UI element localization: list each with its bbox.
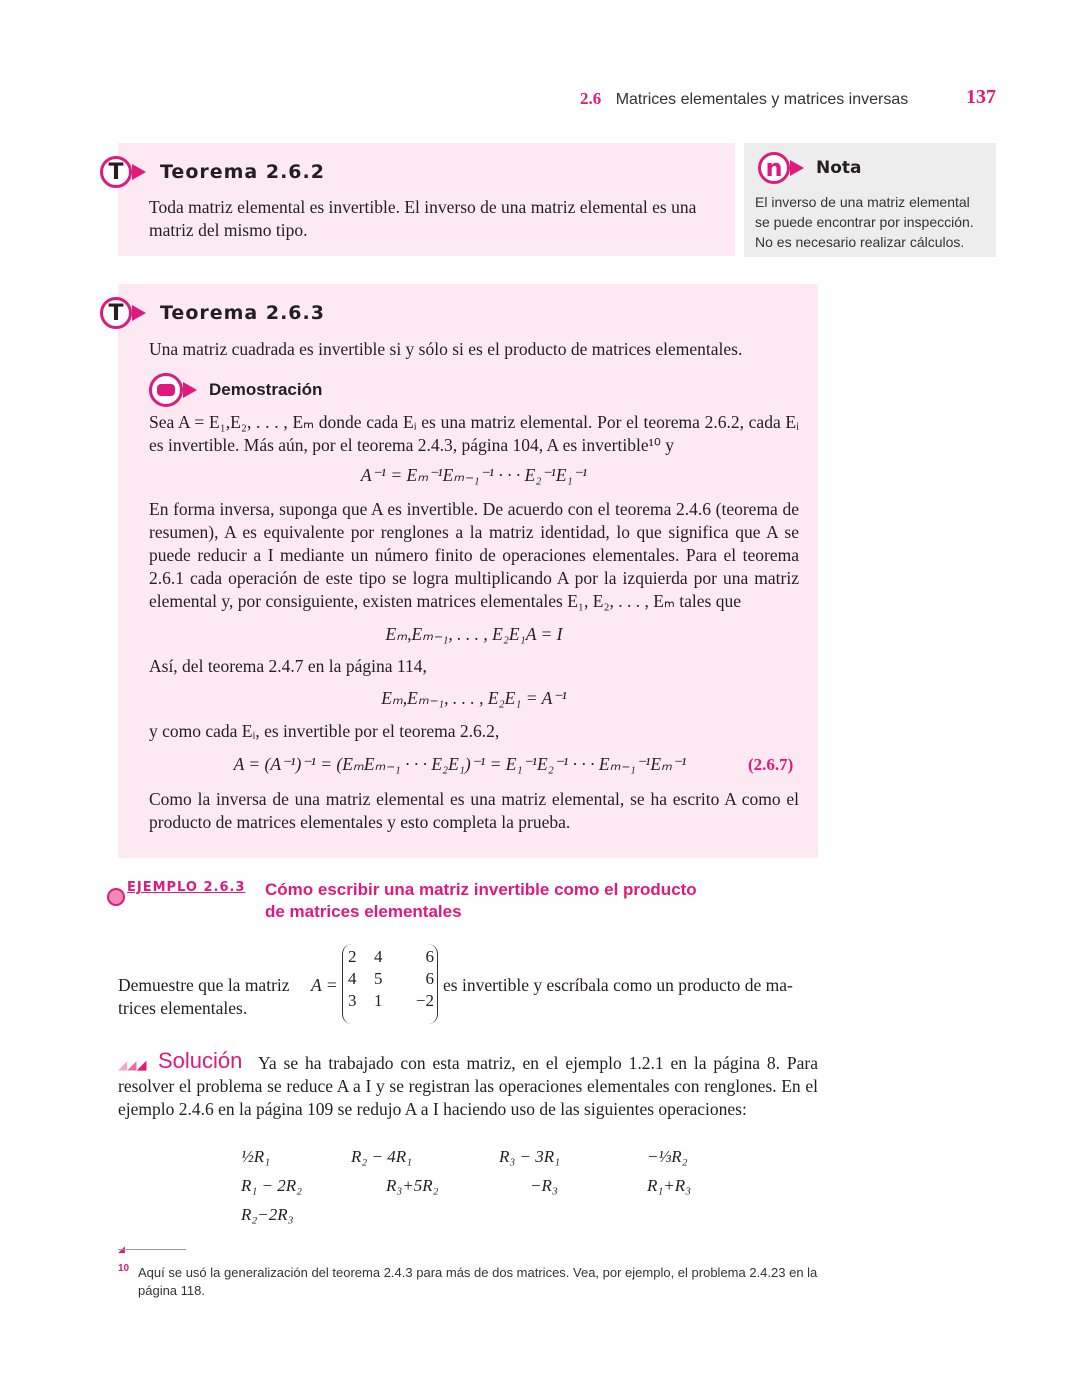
matrix-cell: 6 [425,947,434,966]
matrix-cell: 1 [374,991,383,1010]
section-title: Matrices elementales y matrices inversas [615,91,909,108]
matrix-cell: 5 [374,969,383,988]
triangle-icon [132,305,146,321]
operation: R₂ − 4R₁ [351,1147,413,1166]
equation-number: (2.6.7) [748,755,794,774]
example-bullet-icon [107,888,125,906]
matrix-cell: 3 [348,991,357,1010]
operation: R₂−2R₃ [241,1205,294,1224]
proof-paragraph-2: En forma inversa, suponga que A es invertible. De acuerdo con el teorema 2.4.6 (teorema de resumen), A es equivalente por renglones a la matriz identidad, lo que significa que A se puede reducir a I mediante un número finito de operaciones elementales. Para el teorema 2.6.1 cada operación de este tipo se logra multiplicando A por la izquierda por una matriz elemental y, por consiguiente, existen matrices elementales E₁, E₂, . . . , Eₘ tales que [149,499,799,611]
matrix-cell: −2 [415,991,434,1010]
section-number: 2.6 [580,89,602,108]
footnote-rule [118,1249,186,1250]
note-title: Nota [816,158,862,178]
theorem-title: Teorema 2.6.3 [160,302,325,324]
example-label: EJEMPLO 2.6.3 [127,880,246,895]
example-text-before-2: trices elementales. [118,998,248,1018]
theorem-statement: Toda matriz elemental es invertible. El inverso de una matriz elemental es una matriz del mismo tipo. [149,197,697,240]
operation: R₁+R₃ [647,1176,692,1195]
example-title [265,879,697,923]
example-title-line-2: de matrices elementales [265,902,462,921]
matrix-name: A = [311,975,338,995]
note-icon: n [758,152,790,184]
matrix-A [342,944,438,1024]
triangle-icon [132,164,146,180]
example-text-after: es invertible y escríbala como un producto de ma- [443,975,793,995]
operation: R₃ − 3R₁ [499,1147,561,1166]
triangle-icon [183,382,197,398]
proof-label: Demostración [209,380,323,399]
pointing-hand-icon [149,373,183,407]
operation: −⅓R₂ [647,1147,688,1166]
page-number: 137 [966,86,996,108]
theorem-icon: T [100,297,132,329]
theorem-title: Teorema 2.6.2 [160,161,325,183]
footnote-number: 10 [118,1263,130,1274]
equation-3: Eₘ,Eₘ₋₁, . . . , E₂E₁ = A⁻¹ [381,688,567,708]
solution-arrows-icon: ◢◢◢ [118,1057,147,1072]
example-title-line-1: Cómo escribir una matriz invertible como el producto [265,880,697,899]
proof-paragraph-5: Como la inversa de una matriz elemental es una matriz elemental, se ha escrito A como el producto de matrices elementales y esto completa la prueba. [149,789,799,832]
operation: ½R₁ [241,1147,271,1166]
example-text-before: Demuestre que la matriz [118,975,290,995]
equation-1: A⁻¹ = Eₘ⁻¹Eₘ₋₁⁻¹ · · · E₂⁻¹E₁⁻¹ [360,465,588,485]
theorem-header [100,156,325,188]
proof-header [149,373,322,407]
proof-paragraph-4: y como cada Eᵢ, es invertible por el teorema 2.6.2, [149,721,500,741]
equation-4: A = (A⁻¹)⁻¹ = (EₘEₘ₋₁ · · · E₂E₁)⁻¹ = E₁⁻¹E₂⁻¹ · · · Eₘ₋₁⁻¹Eₘ⁻¹ [233,754,687,774]
footnote-text: Aquí se usó la generalización del teorema 2.4.3 para más de dos matrices. Vea, por ejemplo, el problema 2.4.23 en la página 118. [138,1265,818,1298]
matrix-table [347,946,435,1012]
matrix-cell: 6 [425,969,434,988]
theorem-header [100,297,325,329]
matrix-cell: 4 [374,947,383,966]
operation: −R₃ [530,1176,558,1195]
theorem-icon: T [100,156,132,188]
running-header [580,89,908,109]
matrix-cell: 4 [348,969,357,988]
note-box [744,143,996,257]
proof-paragraph-3: Así, del teorema 2.4.7 en la página 114, [149,656,427,676]
proof-paragraph-1: Sea A = E₁,E₂, . . . , Eₘ donde cada Eᵢ es una matriz elemental. Por el teorema 2.6.2, cada Eᵢ es invertible. Más aún, por el teorema 2.4.3, página 104, A es invertible¹⁰ y [149,412,799,455]
solution-text: Ya se ha trabajado con esta matriz, en el ejemplo 1.2.1 en la página 8. Para resolver el problema se reduce A a I y se registran las operaciones elementales con renglones. En el ejemplo 2.4.6 en la página 109 se redujo A a I haciendo uso de las siguientes operaciones: [118,1053,818,1119]
theorem-statement: Una matriz cuadrada es invertible si y sólo si es el producto de matrices elementales. [149,339,743,359]
footnote-marker-icon: ◢ [118,1244,125,1254]
note-text: El inverso de una matriz elemental se puede encontrar por inspección. No es necesario realizar cálculos. [755,194,974,250]
operation: R₁ − 2R₂ [241,1176,303,1195]
solution-label: Solución [158,1048,243,1073]
matrix-cell: 2 [348,947,357,966]
equation-2: Eₘ,Eₘ₋₁, . . . , E₂E₁A = I [385,624,563,644]
triangle-icon [790,160,804,176]
operation: R₃+5R₂ [386,1176,439,1195]
operations-table [240,1142,692,1229]
